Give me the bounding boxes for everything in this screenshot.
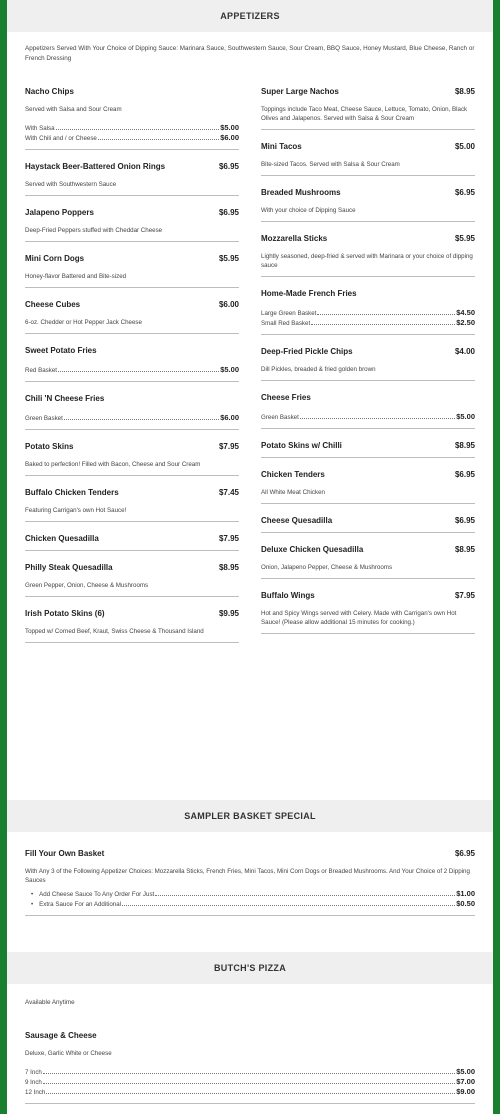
menu-item-description: Onion, Jalapeno Pepper, Cheese & Mushrooms <box>261 564 393 571</box>
dot-leader <box>98 139 219 140</box>
menu-item <box>261 187 475 222</box>
menu-item-header <box>25 86 239 97</box>
price-option <box>261 308 475 318</box>
price-option <box>261 318 475 328</box>
menu-item-options <box>25 889 475 909</box>
menu-item <box>25 393 239 430</box>
menu-item-header <box>25 1030 475 1041</box>
menu-item-header <box>25 253 239 264</box>
price-option-label: Red Basket <box>25 367 57 374</box>
menu-item-description: Dill Pickles, breaded & fried golden brown <box>261 366 376 373</box>
pizza-intro: Available Anytime <box>25 999 75 1006</box>
menu-item-header <box>261 515 475 526</box>
pizza-section <box>7 952 493 1114</box>
menu-item-name: Potato Skins <box>25 442 74 451</box>
menu-item <box>261 469 475 504</box>
dot-leader <box>43 1083 455 1084</box>
menu-item-description: Featuring Carrigan's own Hot Sauce! <box>25 507 127 514</box>
menu-item-name: Potato Skins w/ Chilli <box>261 441 342 450</box>
price-option-label: Small Red Basket <box>261 320 311 327</box>
price-option <box>25 889 475 899</box>
menu-item-name: Jalapeno Poppers <box>25 208 94 217</box>
menu-item <box>25 1030 475 1104</box>
menu-item-options <box>261 308 475 328</box>
menu-item-price: $8.95 <box>454 545 475 554</box>
price-option-price: $9.00 <box>456 1086 475 1096</box>
menu-item-name: Mini Tacos <box>261 142 302 151</box>
price-option-label: 7 Inch <box>25 1068 42 1076</box>
price-option-label: With Chili and / or Cheese <box>25 135 97 142</box>
menu-item-description: Hot and Spicy Wings served with Celery. Made with Carrigan's own Hot Sauce! (Please allow additional 15 minutes for cooking.) <box>261 610 457 626</box>
menu-item <box>261 288 475 335</box>
menu-item <box>25 487 239 522</box>
menu-item-header <box>261 440 475 451</box>
menu-item <box>25 299 239 334</box>
price-option-price: $5.00 <box>456 1066 475 1076</box>
price-option-label: 12 Inch <box>25 1088 46 1096</box>
menu-item-header <box>25 533 239 544</box>
menu-item-name: Haystack Beer-Battered Onion Rings <box>25 162 166 171</box>
price-option-price: $0.50 <box>456 899 475 908</box>
menu-item-price: $8.95 <box>218 563 239 572</box>
menu-item-name: Buffalo Chicken Tenders <box>25 488 119 497</box>
section-title-pizza: BUTCH'S PIZZA <box>7 952 493 984</box>
appetizers-section <box>7 0 493 654</box>
menu-item <box>261 233 475 277</box>
price-option-price: $1.00 <box>456 889 475 898</box>
menu-item <box>261 392 475 429</box>
menu-item-header <box>25 562 239 573</box>
menu-item-header <box>261 141 475 152</box>
menu-item-name: Breaded Mushrooms <box>261 188 341 197</box>
menu-item-name: Fill Your Own Basket <box>25 849 105 858</box>
price-option-price: $6.00 <box>220 133 239 142</box>
menu-item-price: $4.00 <box>454 347 475 356</box>
menu-item-options <box>25 123 239 143</box>
appetizers-right-column <box>261 86 475 654</box>
menu-item-name: Sweet Potato Fries <box>25 346 97 355</box>
menu-item-description: All White Meat Chicken <box>261 489 325 496</box>
menu-item-price: $7.95 <box>454 591 475 600</box>
menu-item-description: Served with Salsa and Sour Cream <box>25 106 122 113</box>
dot-leader <box>155 895 455 896</box>
price-option-label: Green Basket <box>261 414 299 421</box>
menu-item <box>25 207 239 242</box>
menu-item <box>25 253 239 288</box>
menu-item-header <box>261 392 475 403</box>
menu-item-price: $5.95 <box>454 234 475 243</box>
menu-item-price: $9.95 <box>218 609 239 618</box>
menu-item-name: Cheese Cubes <box>25 300 81 309</box>
menu-item-header <box>261 590 475 601</box>
menu-item-name: Philly Steak Quesadilla <box>25 563 113 572</box>
menu-item-name: Irish Potato Skins (6) <box>25 609 105 618</box>
price-option-price: $5.00 <box>220 365 239 374</box>
menu-item-name: Nacho Chips <box>25 87 74 96</box>
menu-item-description: Baked to perfection! Filled with Bacon, Cheese and Sour Cream <box>25 461 201 468</box>
menu-item <box>261 141 475 176</box>
dot-leader <box>122 905 455 906</box>
menu-item-price: $7.45 <box>218 488 239 497</box>
menu-item-options <box>261 412 475 422</box>
menu-item <box>261 86 475 130</box>
menu-item-description: Bite-sized Tacos. Served with Salsa & Sour Cream <box>261 161 400 168</box>
menu-item-name: Buffalo Wings <box>261 591 315 600</box>
menu-item-header <box>261 86 475 97</box>
menu-item-price: $6.95 <box>218 162 239 171</box>
menu-item-price: $7.95 <box>218 442 239 451</box>
menu-item-header <box>261 469 475 480</box>
menu-item-name: Chicken Quesadilla <box>25 534 99 543</box>
menu-item-header <box>25 441 239 452</box>
menu-item-header <box>25 393 239 404</box>
menu-item-name: Sausage & Cheese <box>25 1030 97 1040</box>
price-option <box>261 412 475 422</box>
price-option <box>25 133 239 143</box>
menu-item-description: Green Pepper, Onion, Cheese & Mushrooms <box>25 582 149 589</box>
menu-item <box>261 515 475 533</box>
menu-page <box>7 0 493 1114</box>
menu-item-header <box>25 299 239 310</box>
menu-item-name: Chili 'N Cheese Fries <box>25 394 105 403</box>
price-option-price: $7.00 <box>456 1076 475 1086</box>
menu-item-header <box>25 207 239 218</box>
menu-item-header <box>261 187 475 198</box>
menu-item-header <box>25 487 239 498</box>
menu-item <box>25 608 239 643</box>
menu-item <box>261 590 475 634</box>
menu-item-header <box>261 288 475 299</box>
menu-item-description: Honey-flavor Battered and Bite-sized <box>25 273 127 280</box>
menu-item-price: $5.00 <box>454 142 475 151</box>
menu-item <box>261 440 475 458</box>
menu-item-description: Topped w/ Corned Beef, Kraut, Swiss Cheese & Thousand Island <box>25 628 204 635</box>
menu-item-price: $6.00 <box>218 300 239 309</box>
menu-item-name: Chicken Tenders <box>261 470 325 479</box>
menu-item-description: 6-oz. Chedder or Hot Pepper Jack Cheese <box>25 319 142 326</box>
menu-item <box>25 161 239 196</box>
menu-item-header <box>25 608 239 619</box>
price-option <box>25 365 239 375</box>
menu-item-price: $6.95 <box>454 188 475 197</box>
dot-leader <box>311 324 455 325</box>
appetizer-columns <box>7 86 493 654</box>
menu-item-header <box>25 345 239 356</box>
menu-item-description: Deluxe, Garlic White or Cheese <box>25 1049 112 1057</box>
menu-item-price: $5.95 <box>218 254 239 263</box>
menu-item-name: Mini Corn Dogs <box>25 254 85 263</box>
dot-leader <box>43 1073 455 1074</box>
menu-item <box>25 848 475 916</box>
price-option <box>25 1077 475 1087</box>
price-option-label: • Add Cheese Sauce To Any Order For Just <box>25 890 154 899</box>
menu-item-name: Deep-Fried Pickle Chips <box>261 347 353 356</box>
menu-item <box>261 544 475 579</box>
appetizers-intro: Appetizers Served With Your Choice of Dipping Sauce: Marinara Sauce, Southwestern Sauce, Sour Cream, BBQ Sauce, Honey Mustard, Blue Cheese, Ranch or French Dressing <box>25 45 475 62</box>
menu-item-price: $7.95 <box>218 534 239 543</box>
menu-item-description: Toppings include Taco Meat, Cheese Sauce, Lettuce, Tomato, Onion, Black Olives and Jalapenos. Served with Salsa & Sour Cream <box>261 106 468 122</box>
menu-item-price: $6.95 <box>454 849 475 858</box>
sampler-item-container <box>7 848 493 916</box>
menu-item-name: Cheese Quesadilla <box>261 516 333 525</box>
menu-item-price: $8.95 <box>454 87 475 96</box>
price-option-label: Large Green Basket <box>261 310 317 317</box>
dot-leader <box>317 314 455 315</box>
menu-item-header <box>25 848 475 859</box>
menu-item-header <box>261 346 475 357</box>
dot-leader <box>56 129 220 130</box>
price-option-label: With Salsa <box>25 125 55 132</box>
menu-item-options <box>25 1067 475 1097</box>
price-option <box>25 123 239 133</box>
menu-item-name: Home-Made French Fries <box>261 289 357 298</box>
menu-item <box>25 562 239 597</box>
appetizers-left-column <box>25 86 239 654</box>
menu-item-description: Deep-Fried Peppers stuffed with Cheddar Cheese <box>25 227 163 234</box>
section-title-appetizers: APPETIZERS <box>7 0 493 32</box>
menu-item-options <box>25 413 239 423</box>
menu-item-header <box>25 161 239 172</box>
price-option <box>25 899 475 909</box>
price-option-price: $5.00 <box>456 412 475 421</box>
price-option <box>25 413 239 423</box>
price-option-price: $4.50 <box>456 308 475 317</box>
menu-item-price: $6.95 <box>454 470 475 479</box>
price-option-label: • Extra Sauce For an Additional <box>25 900 121 909</box>
dot-leader <box>300 418 455 419</box>
price-option <box>25 1087 475 1097</box>
price-option-price: $2.50 <box>456 318 475 327</box>
menu-item-header <box>261 233 475 244</box>
menu-item <box>261 346 475 381</box>
menu-item-description: Lightly seasoned, deep-fried & served with Marinara or your choice of dipping sauce <box>261 253 473 269</box>
price-option-price: $6.00 <box>220 413 239 422</box>
pizza-item-container <box>7 1030 493 1104</box>
price-option <box>25 1067 475 1077</box>
price-option-label: 9 Inch <box>25 1078 42 1086</box>
price-option-label: Green Basket <box>25 415 63 422</box>
menu-item-price: $8.95 <box>454 441 475 450</box>
menu-item <box>25 441 239 476</box>
menu-item <box>25 345 239 382</box>
menu-item-name: Cheese Fries <box>261 393 311 402</box>
dot-leader <box>46 1093 455 1094</box>
price-option-price: $5.00 <box>220 123 239 132</box>
menu-item-name: Super Large Nachos <box>261 87 339 96</box>
menu-item-price: $6.95 <box>218 208 239 217</box>
menu-item-options <box>25 365 239 375</box>
menu-item-description: With your choice of Dipping Sauce <box>261 207 356 214</box>
menu-item <box>25 86 239 150</box>
menu-item-name: Deluxe Chicken Quesadilla <box>261 545 364 554</box>
menu-item-description: With Any 3 of the Following Appetizer Choices: Mozzarella Sticks, French Fries, Mini Tacos, Mini Corn Dogs or Breaded Mushrooms. And Your Choice of 2 Dipping Sauces <box>25 868 470 884</box>
menu-item-header <box>261 544 475 555</box>
dot-leader <box>58 371 219 372</box>
menu-item-price: $6.95 <box>454 516 475 525</box>
menu-item-description: Served with Southwestern Sauce <box>25 181 117 188</box>
section-title-sampler: SAMPLER BASKET SPECIAL <box>7 800 493 832</box>
menu-item-name: Mozzarella Sticks <box>261 234 328 243</box>
dot-leader <box>64 419 219 420</box>
menu-item <box>25 533 239 551</box>
sampler-section <box>7 800 493 927</box>
